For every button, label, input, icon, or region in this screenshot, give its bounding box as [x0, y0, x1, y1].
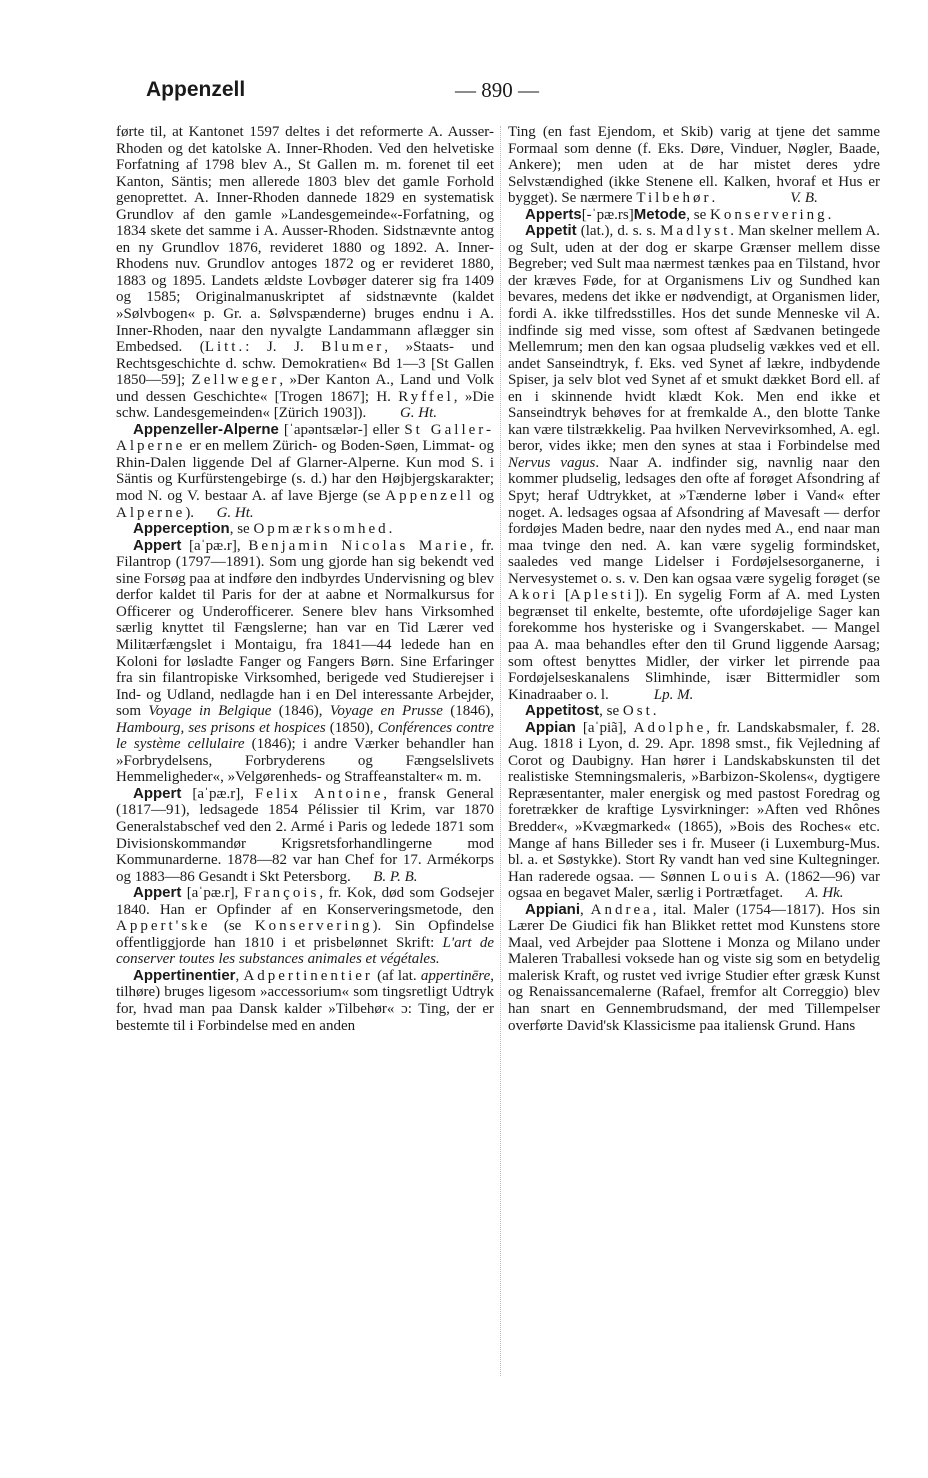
text-run: .	[711, 190, 716, 207]
entry-appiani	[508, 902, 880, 1034]
text-run: . Man skelner mellem A. og Sult, uden at der dog er skarpe Grænser mellem disse Begreber; ved Sult maa nærmest tænkes paa en Tilstand, hvor der kræves Føde, for at Organismens Liv og Sundhed kan bevares, medens det ikke er nødvendigt, at Organismen lider, fordi A. ikke tilfredsstilles. Hos det sunde Menneske vil A. indfinde sig med visse, som oftest af Sædvanen betingede Mellemrum; men den kan ogsaa pludselig vækkes ved et ell. andet Sanseindtryk, f. Eks. ved Synet af lækre, indbydende Spiser, ja selv blot ved Synet af et smukt dækket Bord ell. af en i skinnende hvidt klædt Kok. Men end ikke et Sanseindtryk behøves for at fremkalde A., den blotte Tanke kan være tilstrækkelig. Paa hvilken Nervevirksomhed, A. egl. beror, vides ikke; men den synes at staa i Forbindelse med	[508, 223, 880, 455]
text-run: (se	[210, 918, 255, 935]
cross-reference: Madlyst	[660, 223, 731, 240]
entry-appertinentier-continued	[508, 124, 880, 207]
text-run: , »Der Kanton A., Land und Volk und dessen Geschichte« [Trogen 1867]; H.	[116, 372, 495, 405]
entry-headword: Apperception	[133, 520, 230, 538]
text-run: , fr. Filantrop (1797—1891). Som ung gjorde han sig bekendt ved sine Forsøg paa at indføre den indbyrdes Undervisning og blev derfor kaldet til Paris for der at aabne et Normalkursus for Officerer og Underofficerer. Senere blev hans Virksomhed særlig knyttet til Fængslerne; han var en Tid Lærer ved Militærfængslet i Montaigu, fra 1841—44 ledede han en Koloni for løsladte Fanger og Fangers Børn. Sine Erfaringer fra sin filantropiske Virksomhed, berigede ved Studierejser i Ind- og Udland, nedlagde han i en Del interessante Arbejder, som	[116, 537, 494, 720]
entry-appert-felix	[116, 786, 494, 885]
entry-headword: Appetitost	[525, 702, 600, 720]
text-run: A. (1862—96) var ogsaa en begavet Maler, særlig i Portrætfaget.	[508, 868, 881, 902]
text-run: , fr. Kok, død som Godsejer 1840. Han er Opfinder af en Konserveringsmetode, den	[116, 885, 494, 918]
pronunciation: [aˈpiã],	[575, 719, 634, 736]
text-run: (af lat.	[372, 967, 421, 984]
latin-term: appertinēre	[420, 967, 491, 984]
entry-appetit	[508, 223, 880, 703]
author-signature: B. P. B.	[373, 868, 418, 885]
header-headword: Appenzell	[146, 78, 246, 101]
text-run: (1846); i andre Værker behandler han »Forbrydelsens, Forbryderens og Fængselslivets Hemmeligheder«, »Velgørenheds- og Straffeanstalter« m. m.	[116, 736, 494, 786]
person-name: François	[243, 885, 320, 902]
text-run: . Naar A. indfinder sig, navnlig naar den kommer pludselig, ledsages den ofte af forøget Afsondring af Spyt; heraf Udtrykket, at »Tænderne løber i Vand« efter noget. A. ledsages ogsaa af Afsondring af Mavesaft — derfor fordøjes Maden bedre, naar den nydes med A., end naar man maa tvinge den ned. A. kan være sygelig formindsket, saaledes ved mange Lidelser i Fordøjelsesorganerne, i Nervesystemet o. s. v. Den kan ogsaa være sygelig forøget (se	[508, 454, 880, 587]
entry-headword: Metode	[633, 205, 687, 223]
pronunciation: [aˈpæ.r],	[181, 785, 255, 802]
text-run: , »Staats- und Rechtsgeschichte d. schw. Demokratien« Bd 1—3 [St Gallen 1850—59];	[116, 339, 495, 389]
entry-headword: Appert	[133, 536, 182, 554]
text-run: .	[827, 206, 832, 223]
text-run: (lat.), d. s. s.	[576, 223, 661, 240]
pronunciation: [-ˈpæ.rs]	[581, 206, 634, 223]
entry-headword: Appian	[525, 718, 576, 736]
text-run: , se	[229, 521, 254, 538]
text-run: Ting (en fast Ejendom, et Skib) varig at tjene det samme Formaal som denne (f. Eks. Døre, Vinduer, Nøgler, Baade, Ankere); men uden at de har mistet deres ydre Selvstændighed (ikke Stenene ell. Kalken, hvoraf et Hus er bygget). Se nærmere	[508, 124, 880, 207]
entry-apperts-metode	[508, 207, 880, 224]
cross-reference: Opmærksomhed	[253, 521, 389, 538]
entry-headword: Apperts	[525, 205, 582, 223]
entry-appert-francois	[116, 885, 494, 968]
entry-headword: Appert	[133, 884, 182, 902]
author-name: Blumer	[321, 339, 385, 356]
cross-reference: Alperne	[116, 504, 186, 521]
entry-headword: Appiani	[525, 900, 580, 918]
pronunciation: [aˈpæ.r],	[181, 885, 244, 902]
text-run: , se	[599, 703, 623, 720]
text-run: , tilhøre) bruges ligesom »accessorium« som tingsretligt Udtryk for, hvad man paa Dansk kalder »Tilbehør« ɔ: Ting, der er bestemte til i Forbindelse med en anden	[116, 967, 494, 1034]
entry-appert-benjamin	[116, 538, 494, 786]
entry-headword: Appetit	[525, 222, 577, 240]
author-signature: Lp. M.	[653, 686, 694, 703]
text-run: Adpertinentier	[243, 967, 373, 984]
cross-reference: Appenzell	[385, 488, 474, 505]
text-run: , »Die schw. Landesgemeinden« [Zürich 1903]).	[116, 388, 494, 422]
work-title: Hambourg, ses prisons et hospices	[116, 719, 326, 736]
text-run: er en mellem Zürich- og Boden-Søen, Limmat- og Rhin-Dalen liggende Del af Glarner-Alperne. Kun mod S. i Säntis og Kurfürstengebirge (s. d.) har den Højbjergskarakter; mod N. og V. bestaar A. af lave Bjerge (se	[116, 438, 494, 505]
pronunciation: [ˈapəntsælər-] eller	[278, 421, 405, 438]
text-run: ]). En sygelig Form af A. med Lysten begrænset til enkelte, bestemte, ofte ufordøjelige Sager kan forekomme hos hysteriske og i Svangerskabet. — Mangel paa A. maa behandles efter den til Grund liggende Aarsag; som oftest benyttes Midler, der virker let pirrende paa Fordøjelseskanalens Slimhinde, især Bittermidler som Kinadraaber o. l.	[508, 587, 881, 703]
right-column	[508, 124, 880, 1034]
entry-appenzell-continued	[116, 124, 494, 422]
entry-headword: Appertinentier	[133, 966, 236, 984]
text-run: (1850),	[325, 719, 378, 736]
person-name: Louis	[710, 868, 761, 885]
person-name: Felix Antoine	[254, 785, 384, 802]
page-number: — 890 —	[455, 78, 539, 102]
left-column	[116, 124, 494, 1034]
text-run: Appert'ske	[116, 918, 211, 935]
text-run: .	[652, 703, 657, 720]
text-run: , se	[686, 206, 711, 223]
author-signature: A. Hk.	[805, 885, 844, 902]
text-run: Litt.	[204, 339, 246, 356]
entry-appetitost	[508, 703, 880, 720]
running-header	[0, 74, 928, 114]
author-signature: G. Ht.	[399, 405, 438, 422]
text-run: ,	[235, 967, 244, 984]
text-run: (1846),	[271, 703, 330, 720]
person-name: Adolphe	[633, 719, 707, 736]
cross-reference: Aplesti	[569, 587, 635, 604]
person-name: Benjamin Nicolas Marie	[248, 537, 470, 554]
author-name: Zellweger	[191, 372, 280, 389]
entry-appenzeller-alperne	[116, 422, 494, 521]
latin-term: Nervus vagus	[508, 454, 596, 471]
entry-appertinentier	[116, 968, 494, 1034]
work-title: L'art de conserver toutes les substances animales et végétales.	[116, 934, 494, 968]
work-title: Voyage en Prusse	[329, 703, 443, 720]
text-run: St Galler-Alperne	[116, 421, 494, 455]
author-signature: G. Ht.	[216, 504, 254, 521]
text-run: (1846),	[442, 703, 494, 720]
cross-reference: Tilbehør	[636, 190, 712, 207]
text-run: : J. J.	[245, 339, 322, 356]
entry-appian	[508, 720, 880, 902]
author-name: Ryffel	[398, 388, 454, 405]
text-run: ). Sin Opfindelse offentliggjorde han 1810 i et prisbelønnet Skrift:	[116, 918, 494, 951]
text-run: .	[388, 521, 393, 538]
text-run: ).	[185, 504, 195, 521]
work-title: Voyage in Belgique	[148, 703, 272, 720]
entry-headword: Appert	[133, 784, 182, 802]
text-run: , fransk General (1817—91), ledsagede 1854 Pélissier til Krim, var 1870 Generalstabschef ved den 2. Armé i Paris og ledede 1871 som Divisionskommandør Krigsretsforhandlingerne mod Kommunarderne. 1878—82 var han Chef for 17. Armékorps og 1883—86 Gesandt i Skt Petersborg.	[116, 785, 494, 885]
cross-reference: Ost	[622, 703, 653, 720]
text-run: ,	[580, 901, 591, 918]
author-signature: V. B.	[790, 190, 818, 207]
text-run: førte til, at Kantonet 1597 deltes i det reformerte A. Ausser-Rhoden og det katolske A. Inner-Rhoden. Ved den helvetiske Forfatning af 1798 blev A., St Gallen m. m. forenet til eet Kanton, Säntis; men allerede 1803 blev det gamle Forhold genoprettet. A. Inner-Rhoden dannede 1829 en systematisk Grundlov af den gamle »Landesgemeinde«-Forfatning, og 1834 skete det samme i A. Ausser-Rhoden. Sidstnævnte antog en ny Grundlov 1876, revideret 1880 og 1892. A. Inner-Rhodens nuv. Grundlov antoges 1872 og er revideret 1880, 1883 og 1895. Landets ældste Lovbøger daterer sig fra 1409 og 1585; Originalmanuskriptet af sidstnævnte (kaldet »Sølvbogen« p. Gr. a. Sølvspænderne) bruges endnu i A. Inner-Rhoden, naar den nyvalgte Landammann aflægger sin Embedsed. (	[116, 124, 494, 356]
entry-headword: Appenzeller-Alperne	[133, 420, 279, 438]
text-run: og	[473, 488, 494, 505]
text-run: , fr. Landskabsmaler, f. 28. Aug. 1818 i Lyon, d. 29. Apr. 1898 smst., fik Vejledning af Corot og Daubigny. Han hører i Landskabskunsten til det realistiske Stemningsmaleris, »Barbizon-Skolens«, dygtigere Repræsentanter, maler energisk og med pastost Foredrag og foretrækker de kraftige Lysvirkninger: »Aften ved Rhônes Bredder«, »Kvægmarked« (1865), »Bois des Roches« etc. Mange af hans Billeder ses i fr. Museer (i Luxemburg-Mus. bl. a. et Søstykke). Stort Ry vandt han ved sine Kultegninger. Han raderede ogsaa. — Sønnen	[508, 719, 881, 885]
entry-apperception	[116, 521, 494, 538]
work-title: Conférences contre le système cellulaire	[116, 719, 494, 753]
pronunciation: [aˈpæ.r],	[181, 537, 249, 554]
text-run: [	[558, 587, 570, 604]
column-divider	[500, 126, 501, 1376]
person-name: Andrea	[590, 901, 653, 918]
text-run: , ital. Maler (1754—1817). Hos sin Lærer De Giudici fik han Blikket rettet mod Kunstens store Maal, ved Arbejder paa Slottene i Monza og Milano under Maleren Traballesi voksede han og viste sig som en betydelig malerisk Kraft, og rustet ved ivrige Studier efter græsk Kunst og Renaissancemalerne (Rafael, fremfor alt Correggio) blev han snart en Gennembrudsmand, der med Tillempelser overførte David'sk Klassicisme paa italiensk Grund. Hans	[508, 901, 881, 1034]
cross-reference: Konservering	[254, 918, 373, 935]
cross-reference: Konservering	[710, 206, 828, 223]
cross-reference: Akori	[508, 587, 558, 604]
